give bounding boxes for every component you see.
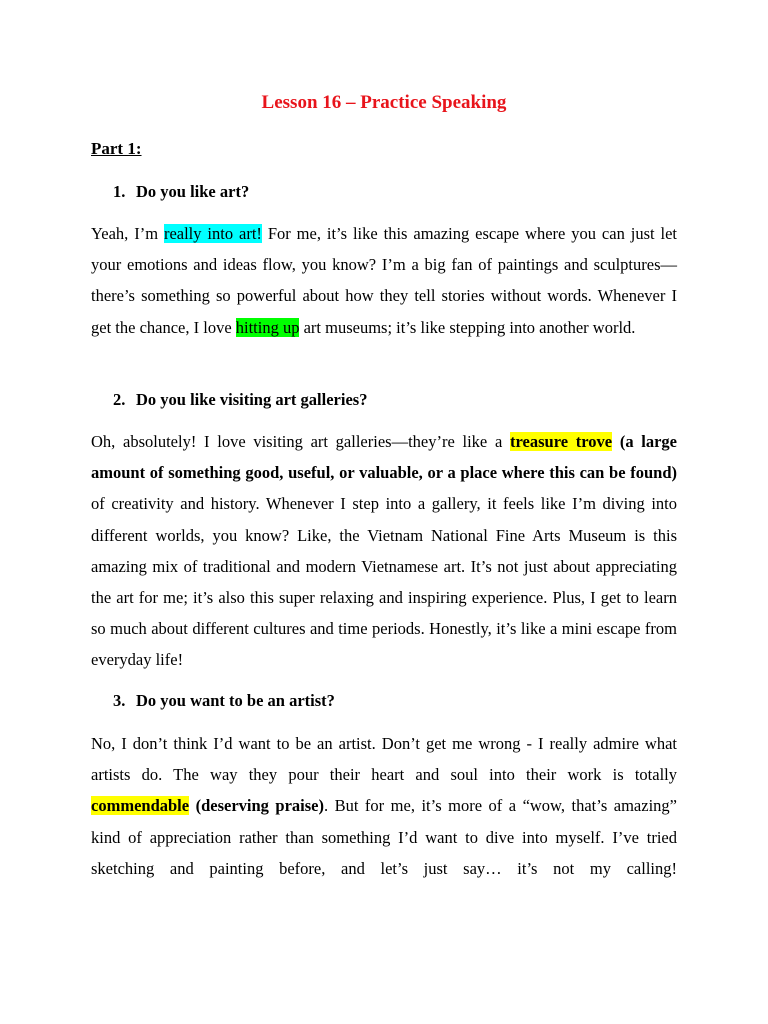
answer-1 xyxy=(91,218,677,343)
highlighted-phrase: really into art! xyxy=(163,224,262,243)
highlighted-phrase: hitting up xyxy=(235,317,300,337)
question-text: Do you like art? xyxy=(136,182,250,201)
highlighted-phrase: treasure trove xyxy=(510,432,613,451)
question-3 xyxy=(113,691,335,711)
question-number: 1. xyxy=(113,182,126,201)
highlighted-phrase: commendable xyxy=(91,796,190,816)
question-number: 3. xyxy=(113,691,126,710)
answer-text: For me, it’s like this amazing escape where you can just let your emotions and ideas flow, you know? I’m a big fan of paintings and sculptures—there’s something so powerful about how they tell stories without words. Whenever I get the chance, I love xyxy=(91,224,677,337)
lesson-title: Lesson 16 – Practice Speaking xyxy=(261,92,507,113)
answer-text: art museums; it’s like stepping into another world. xyxy=(299,317,636,337)
question-text: Do you like visiting art galleries? xyxy=(136,390,368,409)
definition-text: (deserving praise) xyxy=(189,796,324,816)
answer-text: No, I don’t think I’d want to be an artist. Don’t get me wrong - I really admire what artists do. The way they pour their heart and soul into their work is totally xyxy=(91,734,677,785)
question-1 xyxy=(113,182,249,202)
question-number: 2. xyxy=(113,390,126,409)
answer-text: . But for me, it’s more of a “wow, that’s amazing” kind of appreciation rather than something I’d want to dive into myself. I’ve tried sketching and painting before, and let’s just say… it’s not my calling! xyxy=(91,796,677,878)
question-text: Do you want to be an artist? xyxy=(136,691,335,710)
answer-text: Yeah, I’m xyxy=(91,224,164,243)
question-2 xyxy=(113,390,367,410)
part-heading: Part 1: xyxy=(91,139,142,158)
answer-text: Oh, absolutely! I love visiting art galleries—they’re like a xyxy=(91,432,510,451)
answer-3 xyxy=(91,728,677,884)
answer-text: of creativity and history. Whenever I step into a gallery, it feels like I’m diving into different worlds, you know? Like, the Vietnam National Fine Arts Museum is this amazing mix of traditional and modern Vietnamese art. It’s not just about appreciating the art for me; it’s also this super relaxing and inspiring experience. Plus, I get to learn so much about different cultures and time periods. Honestly, it’s like a mini escape from everyday life! xyxy=(91,494,677,670)
answer-2 xyxy=(91,426,677,676)
definition-text: (a large amount of something good, useful, or valuable, or a place where this can be found) xyxy=(91,432,678,483)
